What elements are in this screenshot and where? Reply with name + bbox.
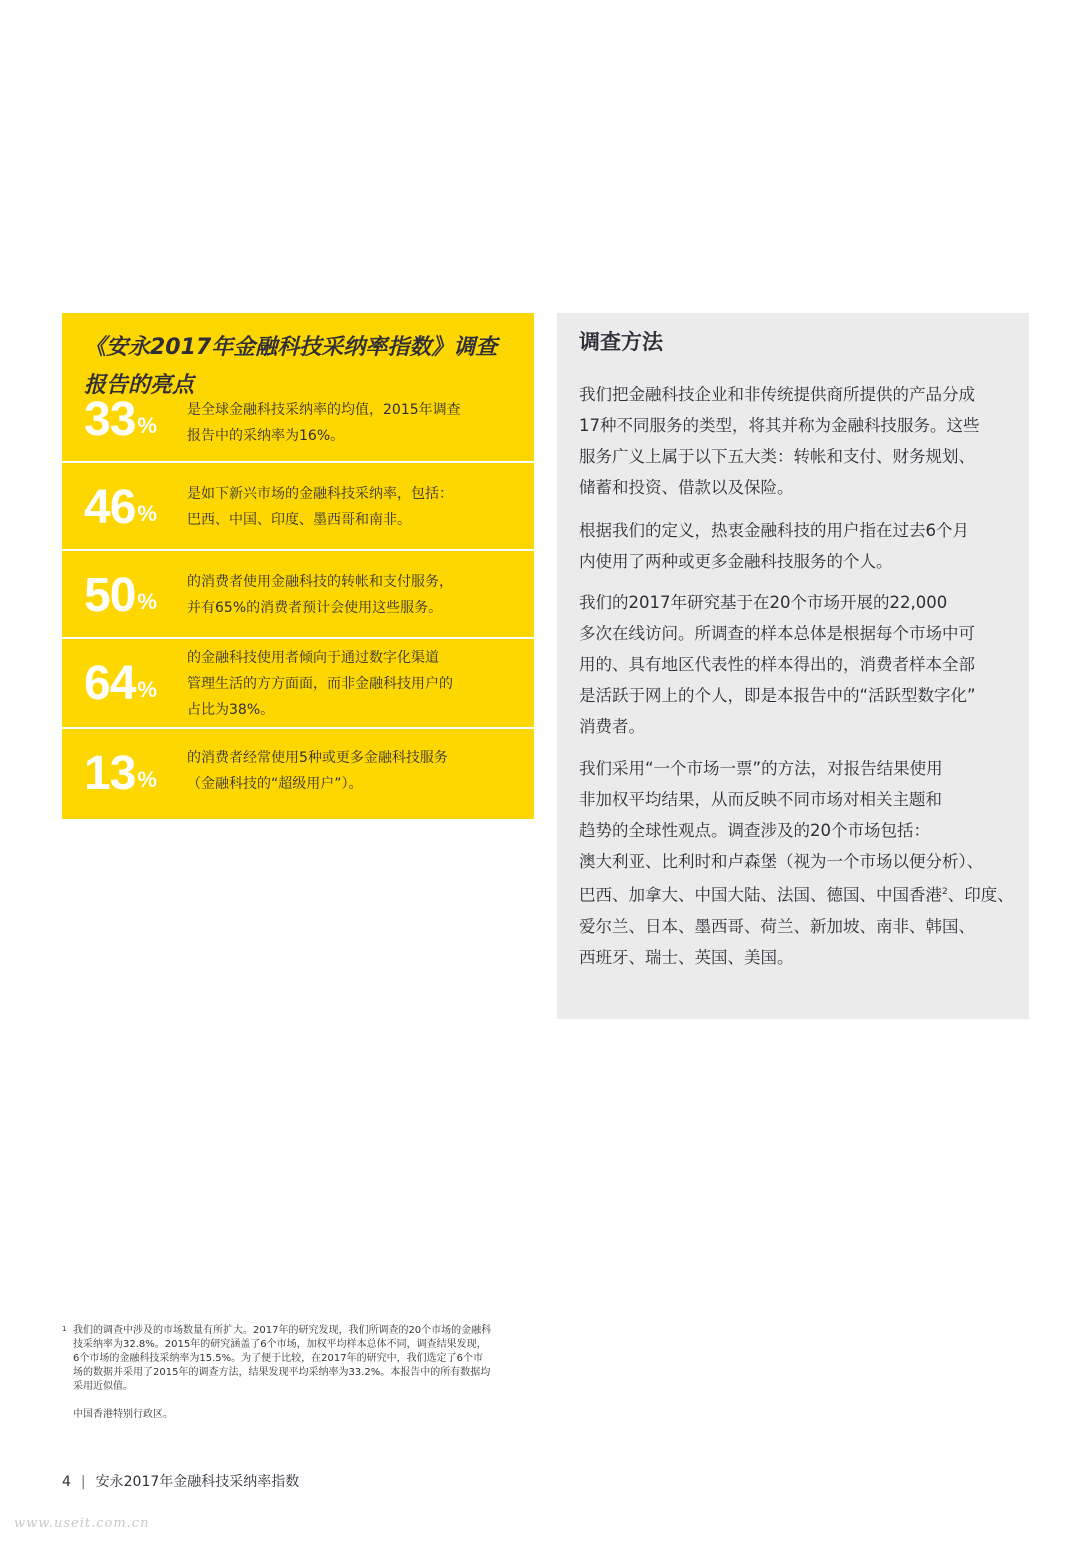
- methodology-paragraph-1: 我们把金融科技企业和非传统提供商所提供的产品分成 17种不同服务的类型，将其并称为金融科技服务。这些 服务广义上属于以下五大类：转帐和支付、财务规划、 储蓄和投资、借款以及保险。: [579, 385, 980, 497]
- footnote-marker: 1: [62, 1325, 67, 1333]
- stat-number: 64 %: [84, 656, 156, 710]
- highlights-title-line1: 《安永2017年金融科技采纳率指数》调查: [84, 335, 498, 360]
- footnote-ref-2: 2: [942, 887, 948, 897]
- stat-row-50: [62, 549, 534, 639]
- methodology-paragraph-4: 我们采用“一个市场一票”的方法，对报告结果使用 非加权平均结果，从而反映不同市场对相关主题和 趋势的全球性观点。调查涉及的20个市场包括： 澳大利亚、比利时和卢森堡（视为一个市场以便分析）、 巴西、加拿大、中国大陆、法国、德国、中国香港$^2$、印度、 爱尔兰、日本、墨西哥、荷兰、新加坡、南非、韩国、 西班牙、瑞士、英国、美国。: [579, 759, 1014, 967]
- stat-number: 50 %: [84, 568, 156, 622]
- methodology-paragraph-3: 我们的2017年研究基于在20个市场开展的22,000 多次在线访问。所调查的样本总体是根据每个市场中可 用的、具有地区代表性的样本得出的，消费者样本全部 是活跃于网上的个人，即是本报告中的“活跃型数字化” 消费者。: [579, 593, 976, 736]
- footnote-2: 中国香港特别行政区。: [73, 1409, 173, 1420]
- footnote-1: 1 我们的调查中涉及的市场数量有所扩大。2017年的研究发现，我们所调查的20个市场的金融科 技采纳率为32.8%。2015年的研究涵盖了6个市场，加权平均样本总体不同，调查结果发现， 6个市场的金融科技采纳率为15.5%。为了便于比较，在2017年的研究中，我们选定了6个市 场的数据并采用了2015年的调查方法，结果发现平均采纳率为33.2%。本报告中的所有数据均 采用近似值。: [62, 1324, 542, 1394]
- methodology-paragraph-2: 根据我们的定义，热衷金融科技的用户指在过去6个月 内使用了两种或更多金融科技服务的个人。: [579, 521, 969, 571]
- stat-number: 33 %: [84, 392, 156, 446]
- methodology-title: 调查方法: [579, 330, 663, 354]
- stat-description: 的消费者经常使用5种或更多金融科技服务 （金融科技的“超级用户”）。: [187, 750, 448, 792]
- stat-row-33: [62, 375, 534, 463]
- highlights-panel: [62, 313, 534, 819]
- stat-row-46: [62, 461, 534, 551]
- highlights-title-line2: 报告的亮点: [84, 373, 195, 398]
- stat-description: 的消费者使用金融科技的转帐和支付服务， 并有65%的消费者预计会使用这些服务。: [187, 574, 453, 616]
- footer-separator: |: [80, 1474, 86, 1490]
- stat-description: 是全球金融科技采纳率的均值，2015年调查 报告中的采纳率为16%。: [187, 402, 461, 444]
- stat-number: 13 %: [84, 746, 156, 800]
- methodology-panel: [557, 313, 1029, 1019]
- stat-description: 的金融科技使用者倾向于通过数字化渠道 管理生活的方方面面，而非金融科技用户的 占比为38%。: [187, 650, 453, 718]
- watermark: www.useit.com.cn: [14, 1516, 150, 1531]
- stat-number: 46 %: [84, 480, 156, 534]
- page-number: 4: [62, 1474, 71, 1490]
- stat-description: 是如下新兴市场的金融科技采纳率，包括： 巴西、中国、印度、墨西哥和南非。: [187, 486, 453, 528]
- stat-row-13: [62, 727, 534, 817]
- stat-row-64: [62, 637, 534, 727]
- footer-doc-title: 安永2017年金融科技采纳率指数: [95, 1474, 300, 1490]
- page-footer: [62, 1471, 299, 1491]
